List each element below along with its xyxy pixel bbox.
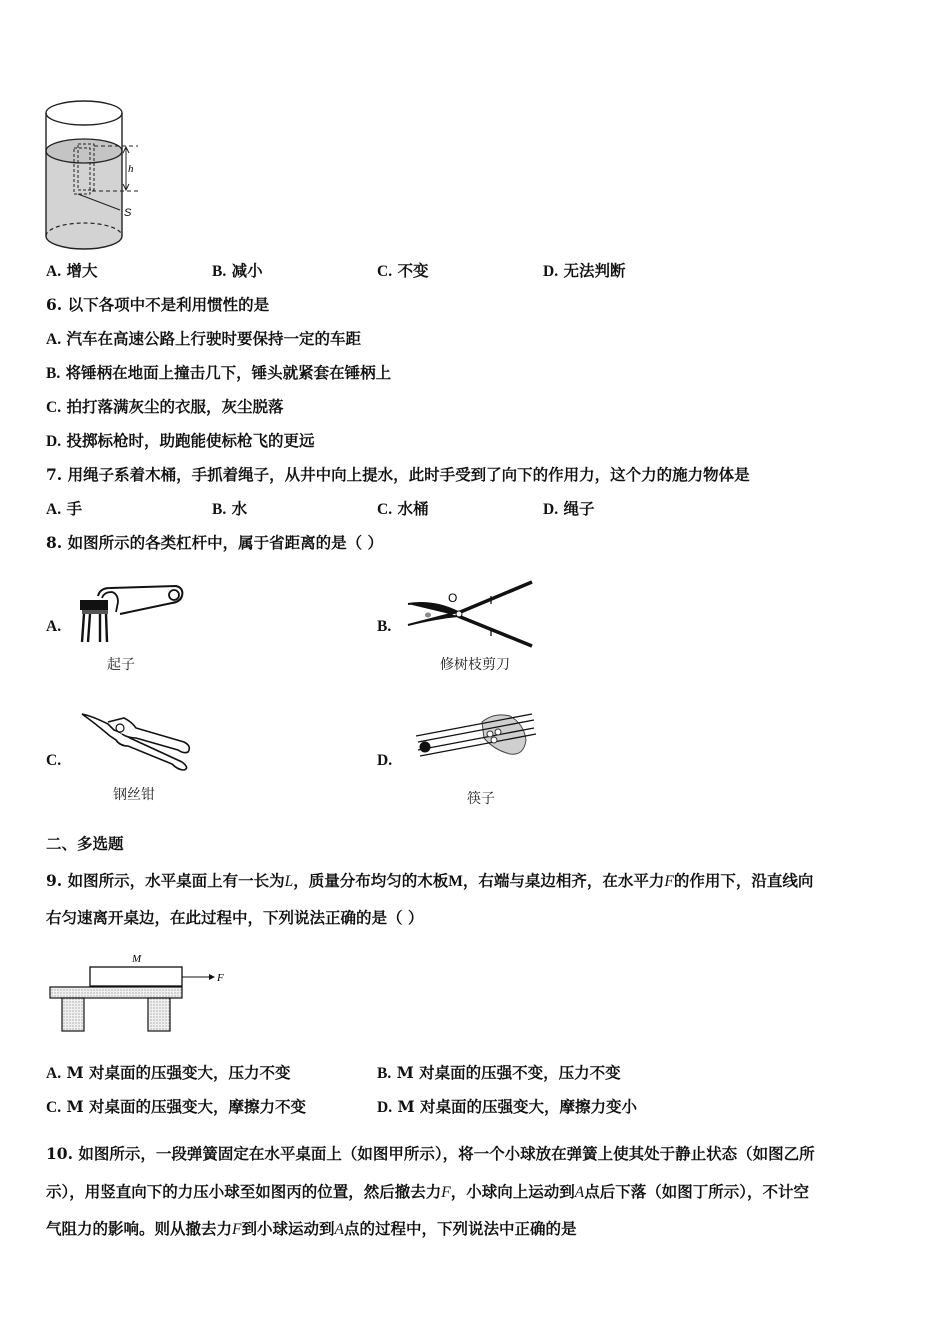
- section-title-multi-choice: 二、多选题: [46, 834, 124, 853]
- q8-option-c[interactable]: C.: [46, 752, 62, 769]
- q10-stem-line3: 气阻力的影响。则从撤去力F到小球运动到A点的过程中，下列说法中正确的是: [46, 1219, 577, 1238]
- q8-caption-d: 筷子: [467, 791, 495, 807]
- force-f-label: F: [217, 972, 224, 984]
- q9-stem-line1: 9. 如图所示，水平桌面上有一长为L，质量分布均匀的木板M，右端与桌边相齐，在水平力F的作用下，沿直线向: [46, 871, 814, 890]
- q5-option-a[interactable]: A. 增大: [46, 261, 98, 280]
- cylinder-diagram: [42, 98, 152, 243]
- table-board-diagram: [48, 950, 238, 1034]
- q7-option-a[interactable]: A. 手: [46, 499, 82, 518]
- q6-option-c[interactable]: C. 拍打落满灰尘的衣服，灰尘脱落: [46, 397, 284, 416]
- q9-option-c[interactable]: C. M 对桌面的压强变大，摩擦力不变: [46, 1097, 307, 1116]
- q8-caption-b: 修树枝剪刀: [440, 657, 510, 673]
- pliers-icon: [80, 708, 195, 773]
- q9-option-a[interactable]: A. M 对桌面的压强变大，压力不变: [46, 1063, 291, 1082]
- q7-stem: 7. 用绳子系着木桶，手抓着绳子，从井中向上提水，此时手受到了向下的作用力，这个力的施力物体是: [46, 465, 750, 484]
- q8-caption-a: 起子: [107, 657, 135, 673]
- q6-stem: 6. 以下各项中不是利用惯性的是: [46, 295, 270, 314]
- q7-option-d[interactable]: D. 绳子: [543, 499, 595, 518]
- q7-option-b[interactable]: B. 水: [212, 499, 248, 518]
- board-m-label: M: [132, 953, 142, 965]
- q9-option-b[interactable]: B. M 对桌面的压强不变，压力不变: [377, 1063, 621, 1082]
- q6-option-a[interactable]: A. 汽车在高速公路上行驶时要保持一定的车距: [46, 329, 361, 348]
- q8-stem: 8. 如图所示的各类杠杆中，属于省距离的是（ ）: [46, 533, 383, 552]
- q6-option-d[interactable]: D. 投掷标枪时，助跑能使标枪飞的更远: [46, 431, 315, 450]
- s-label: S: [124, 207, 132, 219]
- pruning-shears-icon: [406, 580, 536, 650]
- q7-option-c[interactable]: C. 水桶: [377, 499, 429, 518]
- h-label: h: [128, 163, 134, 175]
- q8-option-a[interactable]: A.: [46, 618, 62, 635]
- q10-stem-line2: 示），用竖直向下的力压小球至如图丙的位置，然后撤去力F，小球向上运动到A点后下落（如图丁所示），不计空: [46, 1182, 809, 1201]
- q5-option-d[interactable]: D. 无法判断: [543, 261, 626, 280]
- q6-option-b[interactable]: B. 将锤柄在地面上撞击几下，锤头就紧套在锤柄上: [46, 363, 392, 382]
- q8-option-d[interactable]: D.: [377, 752, 393, 769]
- q5-option-b[interactable]: B. 减小: [212, 261, 263, 280]
- q10-stem-line1: 10. 如图所示，一段弹簧固定在水平桌面上（如图甲所示），将一个小球放在弹簧上使其处于静止状态（如图乙所: [46, 1144, 815, 1163]
- q9-stem-line2: 右匀速离开桌边，在此过程中，下列说法正确的是（ ）: [46, 908, 424, 927]
- q8-caption-c: 钢丝钳: [113, 787, 155, 803]
- q8-option-b[interactable]: B.: [377, 618, 392, 635]
- bottle-opener-icon: [76, 584, 186, 644]
- q5-option-c[interactable]: C. 不变: [377, 261, 429, 280]
- chopsticks-icon: [414, 710, 539, 760]
- pivot-o-label: O: [448, 591, 458, 605]
- q9-option-d[interactable]: D. M 对桌面的压强变大，摩擦力变小: [377, 1097, 638, 1116]
